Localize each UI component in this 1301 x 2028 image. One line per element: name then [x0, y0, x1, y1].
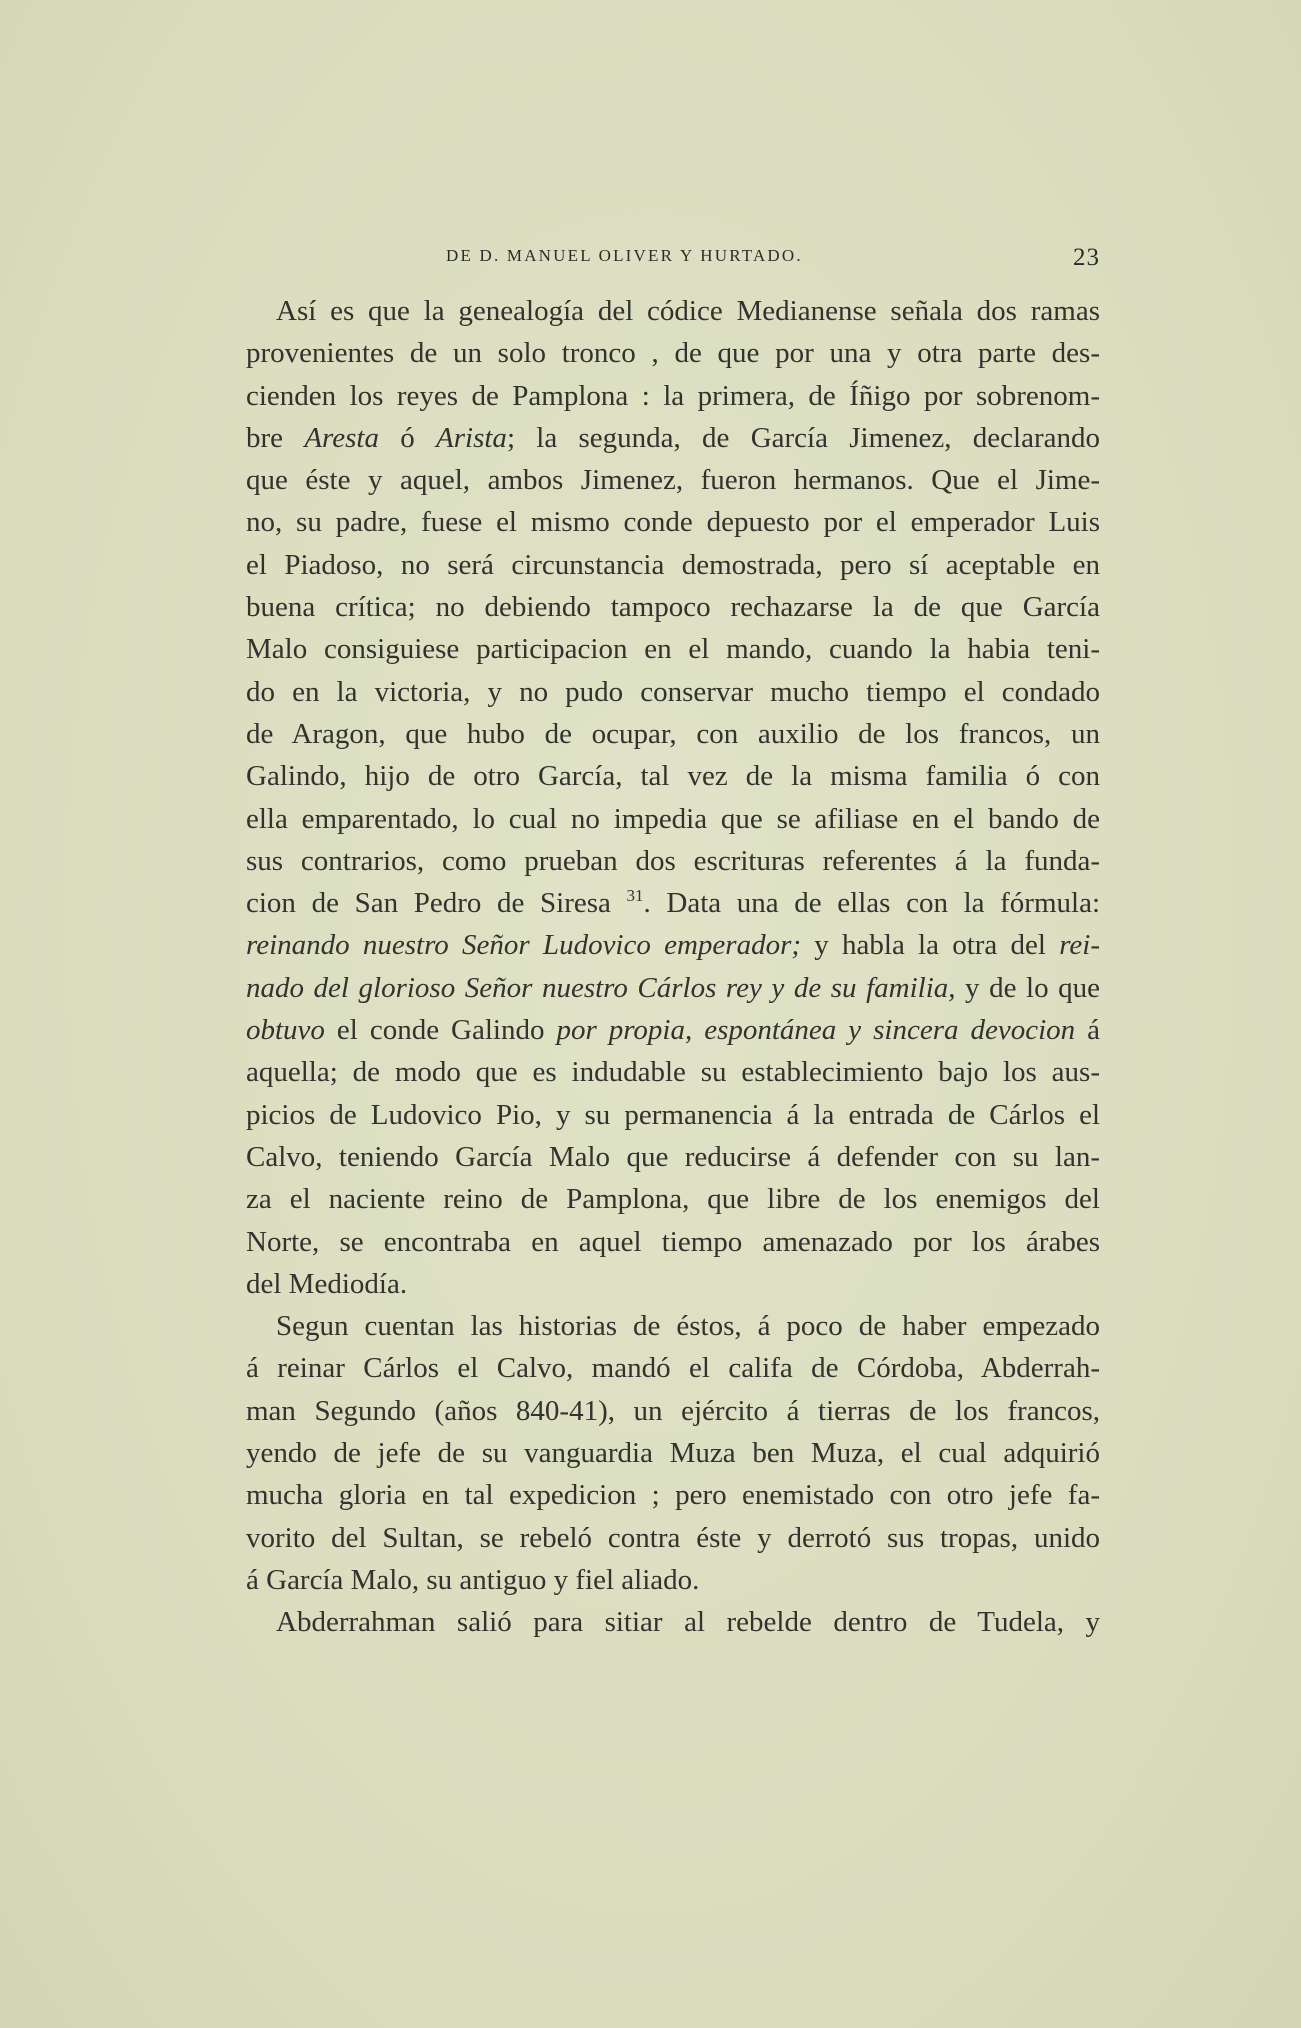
italic-text: obtuvo [246, 1014, 325, 1047]
page-header [246, 244, 1100, 274]
text-line [246, 290, 1100, 332]
text-line [246, 459, 1100, 501]
text-run: picios de Ludovico Pio, y su permanencia á la entrada de Cárlos el [246, 1098, 1100, 1131]
text-run: Segun cuentan las historias de éstos, á poco de haber empezado [276, 1310, 1100, 1343]
text-run: man Segundo (años 840-41), un ejército á tierras de los francos, [246, 1394, 1100, 1427]
text-line [246, 967, 1100, 1009]
text-line [246, 1347, 1100, 1389]
italic-text: reinando nuestro Señor Ludovico emperador; [246, 929, 802, 962]
text-run: vorito del Sultan, se rebeló contra éste y derrotó sus tropas, unido [246, 1521, 1100, 1554]
body-text [246, 290, 1100, 1644]
text-line [246, 1263, 1100, 1305]
text-line [246, 501, 1100, 543]
text-run: Así es que la genealogía del códice Medianense señala dos ramas [276, 295, 1100, 327]
text-line [246, 375, 1100, 417]
text-run: el Piadoso, no será circunstancia demostrada, pero sí aceptable en [246, 548, 1100, 581]
text-run: yendo de jefe de su vanguardia Muza ben Muza, el cual adquirió [246, 1437, 1100, 1470]
text-line [246, 1559, 1100, 1601]
text-line [246, 840, 1100, 882]
text-run: á reinar Cárlos el Calvo, mandó el califa de Córdoba, Abderrah- [246, 1352, 1100, 1385]
text-line [246, 586, 1100, 628]
text-run: á [1075, 1014, 1100, 1047]
running-head: DE D. MANUEL OLIVER Y HURTADO. [446, 246, 803, 265]
text-run: Norte, se encontraba en aquel tiempo amenazado por los árabes [246, 1225, 1100, 1258]
text-run: Galindo, hijo de otro García, tal vez de la misma familia ó con [246, 760, 1100, 793]
text-line [246, 671, 1100, 713]
text-line [246, 544, 1100, 586]
text-run: el conde Galindo [324, 1014, 557, 1047]
text-run: . Data una de ellas con la fórmula: [643, 887, 1100, 920]
text-line [246, 1009, 1100, 1051]
text-run: del Mediodía. [246, 1267, 408, 1300]
italic-text: Aresta [304, 421, 379, 454]
text-line [246, 1517, 1100, 1559]
text-run: á García Malo, su antiguo y fiel aliado. [246, 1563, 700, 1596]
text-line [246, 924, 1100, 966]
italic-text: Arista [436, 421, 507, 454]
italic-text: nado del glorioso Señor nuestro Cárlos rey y de su familia, [246, 971, 956, 1004]
text-line [246, 1474, 1100, 1516]
text-run: Abderrahman salió para sitiar al rebelde dentro de Tudela, y [276, 1606, 1100, 1639]
text-run: y de lo que [955, 971, 1100, 1004]
text-run: Malo consiguiese participacion en el mando, cuando la habia teni- [246, 633, 1100, 666]
text-line [246, 1094, 1100, 1136]
text-line [246, 1051, 1100, 1093]
text-run: que éste y aquel, ambos Jimenez, fueron hermanos. Que el Jime- [246, 464, 1100, 497]
text-run: cion de San Pedro de Siresa [246, 887, 627, 920]
text-run: ; la segunda, de García Jimenez, declarando [506, 421, 1101, 454]
text-line [246, 332, 1100, 374]
text-line [246, 1601, 1100, 1643]
footnote-ref: 31 [626, 886, 644, 906]
text-line [246, 1390, 1100, 1432]
text-run: provenientes de un solo tronco , de que por una y otra parte des- [246, 337, 1100, 370]
text-line [246, 628, 1100, 670]
text-line [246, 1432, 1100, 1474]
text-run: ó [378, 421, 437, 454]
text-run: no, su padre, fuese el mismo conde depuesto por el emperador Luis [246, 506, 1100, 539]
text-line [246, 1305, 1100, 1347]
italic-text: rei- [1059, 929, 1101, 962]
text-line [246, 417, 1100, 459]
page-number: 23 [1073, 244, 1100, 271]
text-line [246, 882, 1100, 924]
text-run: de Aragon, que hubo de ocupar, con auxilio de los francos, un [246, 717, 1100, 750]
text-line [246, 755, 1100, 797]
text-line [246, 1178, 1100, 1220]
text-run: y habla la otra del [801, 929, 1060, 962]
text-line [246, 713, 1100, 755]
text-run: bre [246, 421, 305, 454]
italic-text: por propia, espontánea y sincera devocion [556, 1014, 1076, 1047]
text-run: cienden los reyes de Pamplona : la primera, de Íñigo por sobrenom- [246, 379, 1100, 412]
text-line [246, 1136, 1100, 1178]
text-run: buena crítica; no debiendo tampoco rechazarse la de que García [246, 591, 1100, 624]
text-run: aquella; de modo que es indudable su establecimiento bajo los aus- [246, 1056, 1100, 1089]
text-line [246, 798, 1100, 840]
text-run: Calvo, teniendo García Malo que reducirse á defender con su lan- [246, 1140, 1100, 1173]
text-run: sus contrarios, como prueban dos escrituras referentes á la funda- [246, 844, 1100, 877]
text-run: ella emparentado, lo cual no impedia que se afiliase en el bando de [246, 802, 1100, 835]
text-run: mucha gloria en tal expedicion ; pero enemistado con otro jefe fa- [246, 1479, 1100, 1512]
text-run: do en la victoria, y no pudo conservar mucho tiempo el condado [246, 675, 1100, 708]
text-line [246, 1221, 1100, 1263]
text-run: za el naciente reino de Pamplona, que libre de los enemigos del [246, 1183, 1100, 1216]
